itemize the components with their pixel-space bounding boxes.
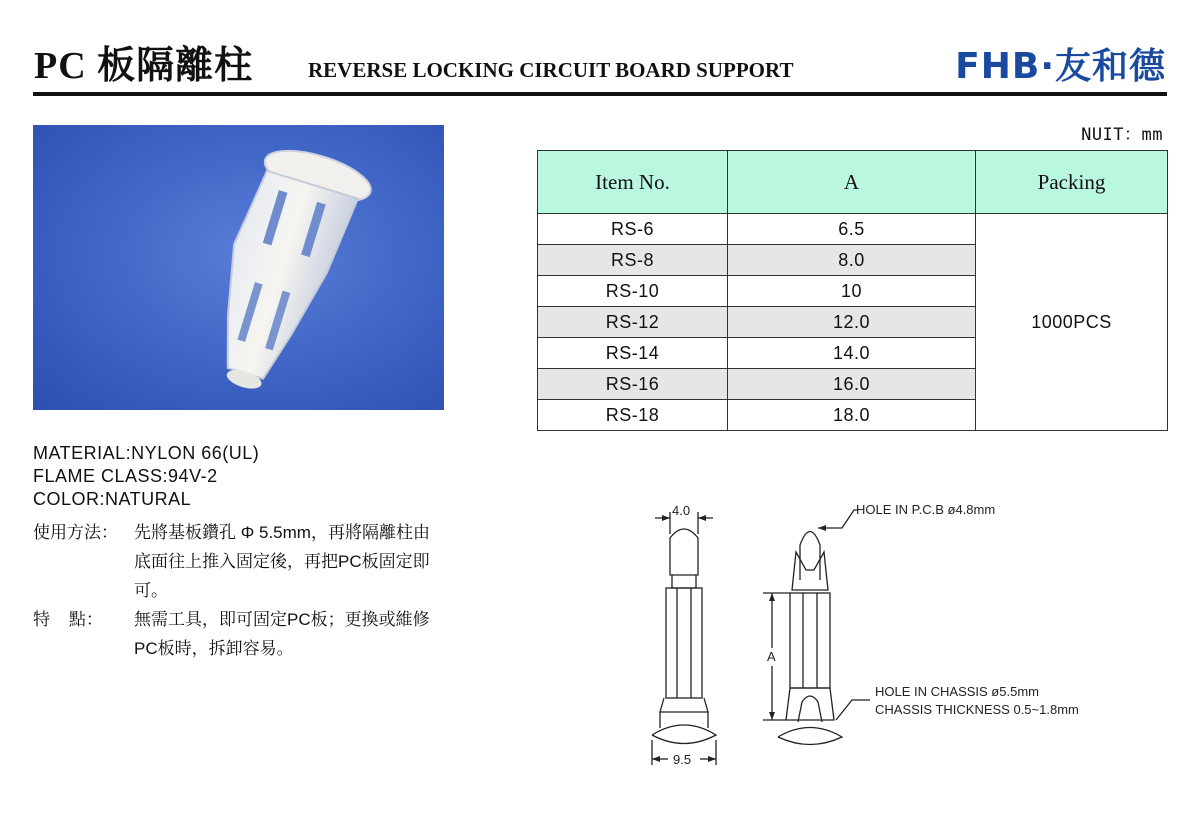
item-no-cell: RS-16 — [538, 369, 728, 400]
header-a: A — [728, 151, 976, 214]
color-spec: COLOR:NATURAL — [33, 489, 192, 509]
packing-cell: 1000PCS — [976, 214, 1168, 431]
brand-logo: FHB·友和德 — [955, 46, 1166, 87]
material-spec: MATERIAL:NYLON 66(UL) — [33, 443, 260, 463]
note-text: 無需工具，即可固定PC板；更換或維修PC板時，拆卸容易。 — [134, 610, 430, 658]
item-no-cell: RS-8 — [538, 245, 728, 276]
hole-chassis-label: HOLE IN CHASSIS ø5.5mm — [875, 684, 1039, 699]
item-no-cell: RS-10 — [538, 276, 728, 307]
table-row — [538, 214, 1168, 245]
unit-label: NUIT：mm — [1081, 125, 1163, 145]
a-cell: 6.5 — [728, 214, 976, 245]
note-usage — [33, 518, 444, 605]
hole-pcb-label: HOLE IN P.C.B ø4.8mm — [856, 502, 996, 517]
note-text: 先將基板鑽孔 Φ 5.5mm，再將隔離柱由底面往上推入固定後，再把PC板固定即可。 — [134, 523, 430, 600]
a-cell: 12.0 — [728, 307, 976, 338]
item-no-cell: RS-6 — [538, 214, 728, 245]
note-features — [33, 605, 444, 663]
product-illustration — [33, 125, 444, 410]
a-cell: 16.0 — [728, 369, 976, 400]
page-subtitle: REVERSE LOCKING CIRCUIT BOARD SUPPORT — [308, 58, 794, 82]
dim-top-label: 4.0 — [672, 503, 691, 518]
item-no-cell: RS-14 — [538, 338, 728, 369]
a-cell: 14.0 — [728, 338, 976, 369]
dim-a-label: A — [767, 649, 776, 664]
a-cell: 8.0 — [728, 245, 976, 276]
usage-notes — [33, 518, 444, 663]
a-cell: 10 — [728, 276, 976, 307]
header-rule — [33, 92, 1167, 96]
header-item-no: Item No. — [538, 151, 728, 214]
spec-table — [537, 150, 1168, 431]
note-label: 使用方法： — [33, 523, 118, 542]
table-header-row — [538, 151, 1168, 214]
chassis-thickness-label: CHASSIS THICKNESS 0.5~1.8mm — [875, 702, 1079, 717]
note-label: 特 點： — [33, 610, 103, 629]
product-photo — [33, 125, 444, 410]
flame-class-spec: FLAME CLASS:94V-2 — [33, 466, 218, 486]
dim-bottom-label: 9.5 — [673, 752, 692, 767]
header-packing: Packing — [976, 151, 1168, 214]
technical-drawing — [600, 490, 1160, 785]
a-cell: 18.0 — [728, 400, 976, 431]
spec-list — [33, 442, 259, 511]
item-no-cell: RS-12 — [538, 307, 728, 338]
drawing-svg — [600, 490, 1160, 780]
page-title: PC 板隔離柱 — [34, 45, 254, 87]
item-no-cell: RS-18 — [538, 400, 728, 431]
